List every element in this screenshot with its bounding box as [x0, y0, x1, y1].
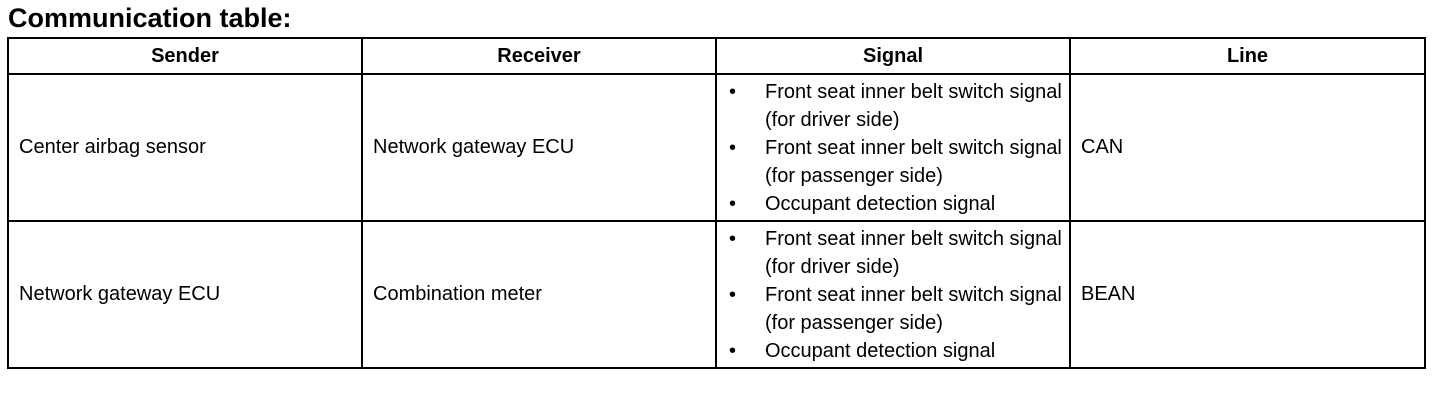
- table-row: [8, 221, 1425, 368]
- bullet-icon: •: [729, 339, 737, 362]
- signal-text: Occupant detection signal: [765, 192, 996, 215]
- line-cell: BEAN: [1070, 221, 1425, 368]
- signal-cell: [716, 221, 1070, 368]
- bullet-icon: •: [729, 136, 737, 159]
- signal-text: Front seat inner belt switch signal (for passenger side): [765, 283, 1062, 334]
- signal-item: [727, 337, 1065, 365]
- table-header-row: [8, 38, 1425, 74]
- signal-list: [727, 225, 1065, 365]
- receiver-cell: Network gateway ECU: [362, 74, 716, 221]
- bullet-icon: •: [729, 283, 737, 306]
- signal-item: [727, 225, 1065, 281]
- header-receiver: Receiver: [362, 38, 716, 74]
- signal-cell: [716, 74, 1070, 221]
- header-line: Line: [1070, 38, 1425, 74]
- header-signal: Signal: [716, 38, 1070, 74]
- signal-text: Front seat inner belt switch signal (for driver side): [765, 80, 1062, 131]
- signal-item: [727, 281, 1065, 337]
- signal-item: [727, 78, 1065, 134]
- communication-table: [7, 37, 1426, 369]
- signal-text: Front seat inner belt switch signal (for passenger side): [765, 136, 1062, 187]
- signal-text: Front seat inner belt switch signal (for driver side): [765, 227, 1062, 278]
- page-title: Communication table:: [8, 3, 292, 33]
- signal-list: [727, 78, 1065, 218]
- sender-cell: Network gateway ECU: [8, 221, 362, 368]
- signal-text: Occupant detection signal: [765, 339, 996, 362]
- receiver-cell: Combination meter: [362, 221, 716, 368]
- bullet-icon: •: [729, 80, 737, 103]
- line-cell: CAN: [1070, 74, 1425, 221]
- signal-item: [727, 134, 1065, 190]
- bullet-icon: •: [729, 227, 737, 250]
- signal-item: [727, 190, 1065, 218]
- header-sender: Sender: [8, 38, 362, 74]
- bullet-icon: •: [729, 192, 737, 215]
- table-row: [8, 74, 1425, 221]
- sender-cell: Center airbag sensor: [8, 74, 362, 221]
